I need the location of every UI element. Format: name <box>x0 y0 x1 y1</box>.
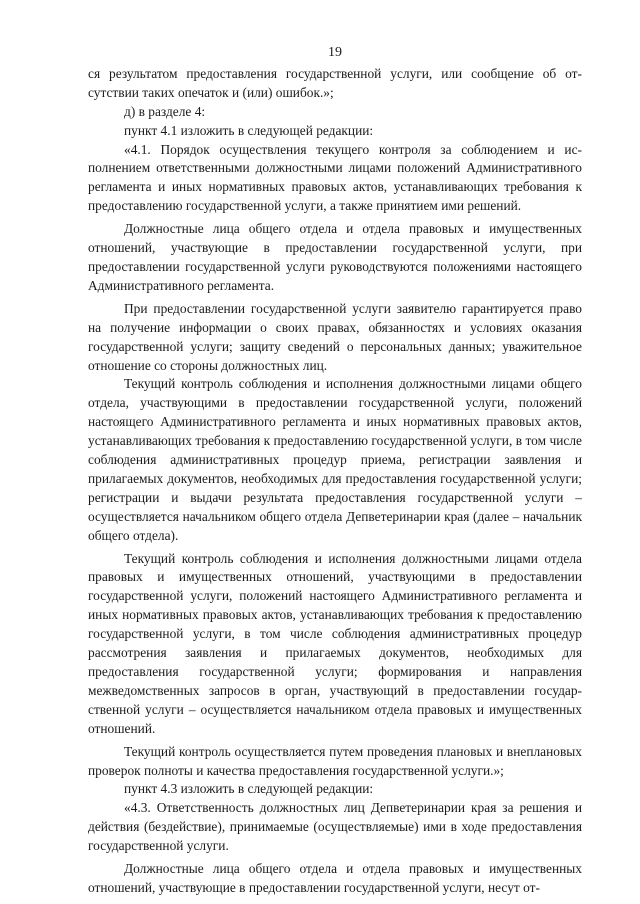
paragraph: Текущий контроль соблюдения и исполнения должностными лицами отдела правовых и имущественных отношений, участвующими в предоставлении государственной услуги, положений настоящего Административного регламента и иных нормативных правовых актов, устанавливающих требования к предоставлению государственной услуги, в том числе соблюдения административных процедур рассмотрения заявления и прилагаемых документов, необходимых для предоставления государственной услуги; формирования и направления межведомственных запросов в орган, участвующий в предоставлении государственной услуги – осуществляется начальником отдела правовых и имущественных отношений. <box>88 550 582 736</box>
paragraph: Текущий контроль соблюдения и исполнения должностными лицами общего отдела, участвующими в предоставлении государственной услуги, положений настоящего Административного регламента и иных нормативных правовых актов, устанавливающих требования к предоставлению государственной услуги, в том числе соблюдения административных процедур приема, регистрации заявления и прилагаемых документов, необходимых для предоставления государственной услуги; регистрации и выдачи результата предоставления государственной услуги – осуществляется начальником общего отдела Депветеринарии края (далее – начальник общего отдела). <box>88 376 582 543</box>
page-number: 19 <box>328 45 342 60</box>
paragraph: Должностные лица общего отдела и отдела правовых и имущественных отношений, участвующие в предоставлении государственной услуги, при предоставлении государственной услуги руководствуются положениями настоящего Административного регламента. <box>88 221 582 293</box>
paragraph: «4.3. Ответственность должностных лиц Депветеринарии края за решения и действия (бездействие), принимаемые (осуществляемые) ими в ходе предоставления государственной услуги. <box>88 800 582 854</box>
paragraph: пункт 4.3 изложить в следующей редакции: <box>124 781 374 797</box>
paragraph: ся результатом предоставления государственной услуги, или сообщение об отсутствии таких опечаток и (или) ошибок.»; <box>88 65 582 100</box>
paragraph: пункт 4.1 изложить в следующей редакции: <box>124 122 374 138</box>
paragraph: «4.1. Порядок осуществления текущего контроля за соблюдением и исполнением ответственными должностными лицами положений Административного регламента и иных нормативных правовых актов, устанавливающих требования к предоставлению государственной услуги, а также принятием ими решений. <box>88 141 582 214</box>
paragraph: д) в разделе 4: <box>124 103 206 119</box>
paragraph: Текущий контроль осуществляется путем проведения плановых и внеплановых проверок полноты и качества предоставления государственной услуги.»; <box>88 743 582 778</box>
document-body <box>88 65 582 898</box>
paragraph: При предоставлении государственной услуги заявителю гарантируется право на получение информации о своих правах, обязанностях и условиях оказания государственной услуги; защиту сведений о персональных данных; уважительное отношение со стороны должностных лиц. <box>88 300 582 373</box>
paragraph: Должностные лица общего отдела и отдела правовых и имущественных отношений, участвующие в предоставлении государственной услуги, несут от- <box>88 861 582 895</box>
